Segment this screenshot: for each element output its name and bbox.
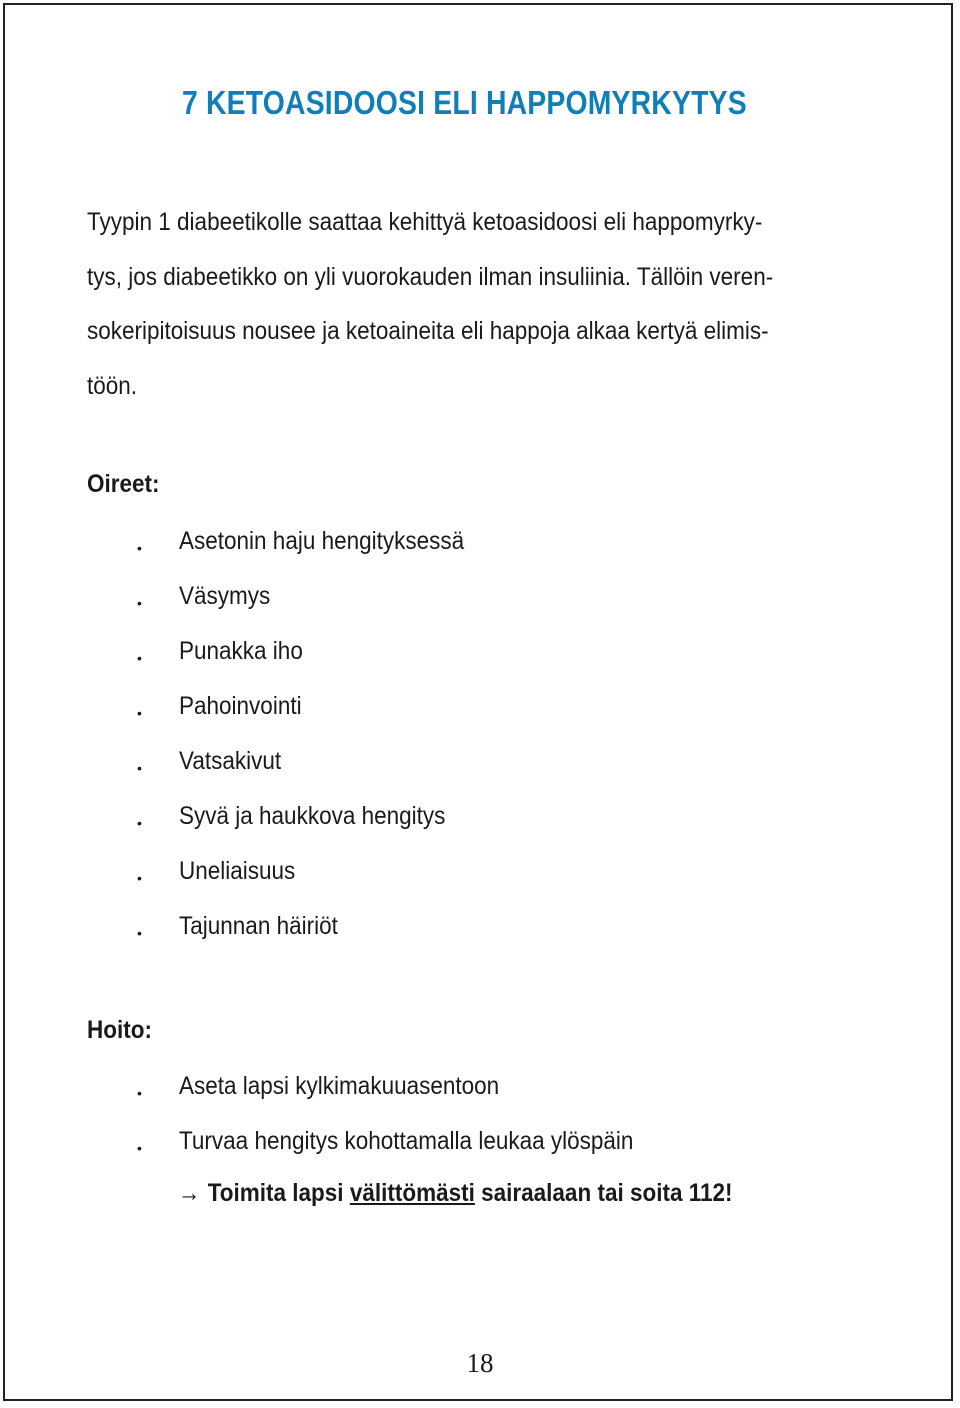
- bullet-icon: •: [137, 1085, 142, 1101]
- action-emphasis: välittömästi: [349, 1179, 475, 1207]
- page-number: 18: [466, 1348, 494, 1378]
- bullet-icon: •: [137, 650, 142, 666]
- bullet-icon: •: [137, 705, 142, 721]
- bullet-icon: •: [137, 595, 142, 611]
- symptom-text: Punakka iho: [179, 637, 303, 665]
- emergency-action: [178, 1178, 733, 1208]
- bullet-icon: •: [137, 925, 142, 941]
- symptom-text: Pahoinvointi: [179, 692, 302, 720]
- symptom-text: Syvä ja haukkova hengitys: [179, 802, 446, 830]
- bullet-icon: •: [137, 815, 142, 831]
- intro-line: tys, jos diabeetikko on yli vuorokauden ilman insuliinia. Tällöin veren-: [87, 262, 774, 291]
- intro-line: sokeripitoisuus nousee ja ketoaineita eli happoja alkaa kertyä elimis-: [87, 317, 769, 345]
- intro-paragraph: [87, 195, 789, 413]
- symptom-text: Tajunnan häiriöt: [179, 912, 338, 940]
- bullet-icon: •: [137, 540, 142, 556]
- bullet-icon: •: [137, 1140, 142, 1156]
- intro-line: Tyypin 1 diabeetikolle saattaa kehittyä ketoasidoosi eli happomyrky-: [87, 208, 763, 236]
- symptom-text: Uneliaisuus: [179, 857, 296, 885]
- treatment-heading: Hoito:: [87, 1016, 152, 1044]
- symptom-text: Vatsakivut: [179, 747, 282, 775]
- symptom-text: Asetonin haju hengityksessä: [179, 527, 465, 555]
- action-text-start: Toimita lapsi: [207, 1179, 350, 1207]
- right-arrow-icon: →: [178, 1179, 201, 1207]
- bullet-icon: •: [137, 760, 142, 776]
- symptoms-heading: Oireet:: [87, 470, 160, 498]
- symptom-text: Väsymys: [179, 582, 271, 610]
- action-text-end: sairaalaan tai soita 112!: [474, 1179, 733, 1207]
- treatment-text: Turvaa hengitys kohottamalla leukaa ylöspäin: [179, 1127, 634, 1155]
- treatment-text: Aseta lapsi kylkimakuuasentoon: [179, 1072, 500, 1100]
- bullet-icon: •: [137, 870, 142, 886]
- intro-line: töön.: [87, 371, 138, 400]
- chapter-title: 7 KETOASIDOOSI ELI HAPPOMYRKYTYS: [182, 84, 747, 121]
